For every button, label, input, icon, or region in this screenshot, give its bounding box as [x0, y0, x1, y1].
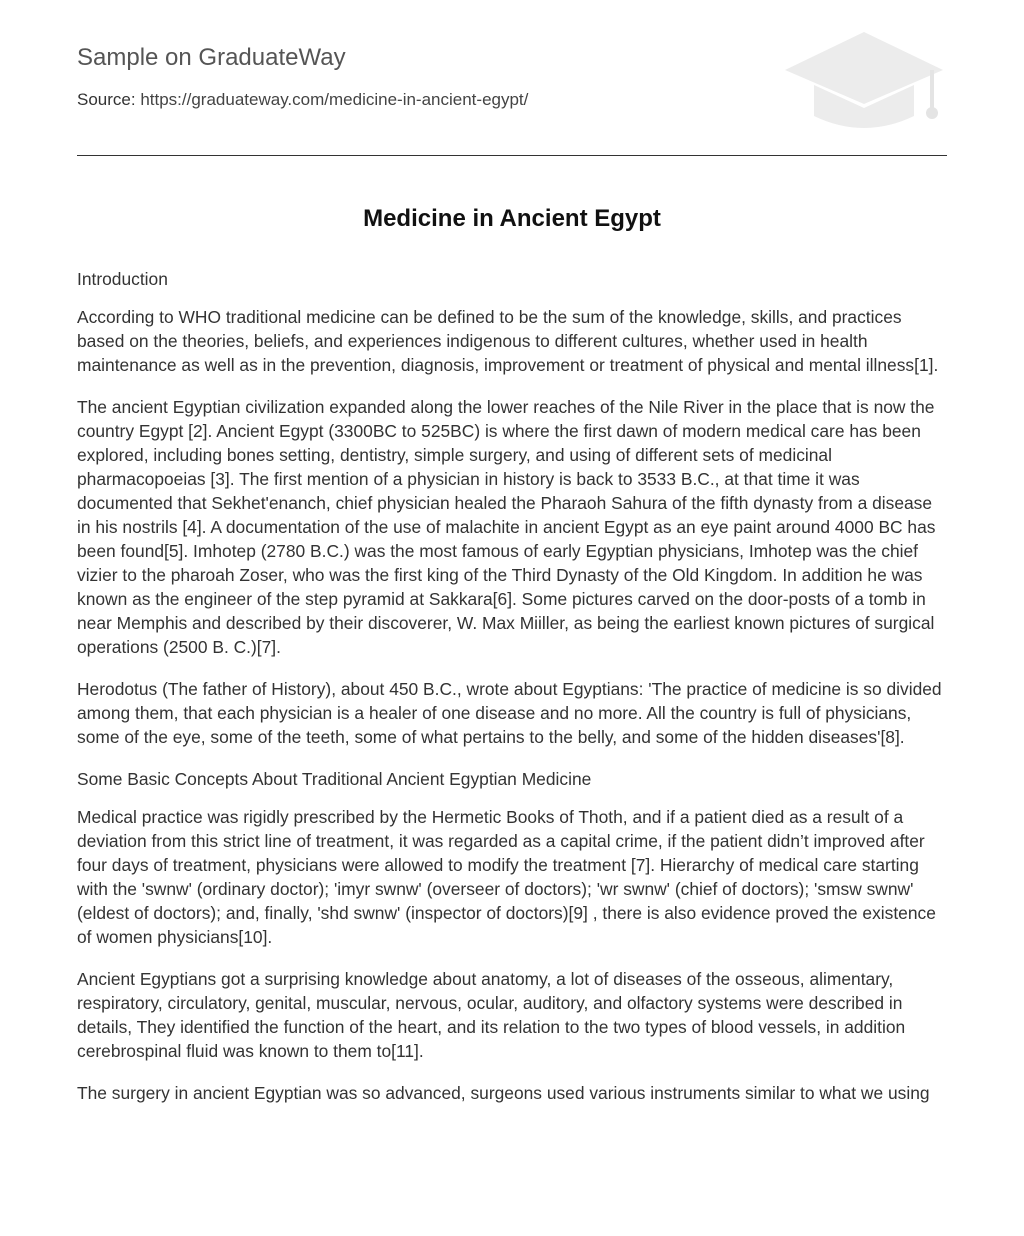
paragraph: Ancient Egyptians got a surprising knowledge about anatomy, a lot of diseases of the osseous, alimentary, respiratory, circulatory, genital, muscular, nervous, ocular, auditory, and olfactory systems were described in details, They identified the function of the heart, and its relation to the two types of blood vessels, in addition cerebrospinal fluid was known to them to[11].	[77, 969, 906, 1061]
paragraph: The ancient Egyptian civilization expanded along the lower reaches of the Nile River in the place that is now the country Egypt [2]. Ancient Egypt (3300BC to 525BC) is where the first dawn of modern medical care has been explored, including bones setting, dentistry, simple surgery, and using of different sets of medicinal pharmacopoeias [3]. The first mention of a physician in history is back to 3533 B.C., at that time it was documented that Sekhet'enanch, chief physician healed the Pharaoh Sahura of the fifth dynasty from a disease in his nostrils [4]. A documentation of the use of malachite in ancient Egypt as an eye paint around 4000 BC has been found[5]. Imhotep (2780 B.C.) was the most famous of early Egyptian physicians, Imhotep was the chief vizier to the pharoah Zoser, who was the first king of the Third Dynasty of the Old Kingdom. In addition he was known as the engineer of the step pyramid at Sakkara[6]. Some pictures carved on the door-posts of a tomb in near Memphis and described by their discoverer, W. Max Miiller, as being the earliest known pictures of surgical operations (2500 B. C.)[7].	[77, 397, 936, 657]
page-title: Medicine in Ancient Egypt	[363, 205, 661, 232]
section-heading-introduction: Introduction	[77, 269, 168, 289]
section-heading-basic-concepts: Some Basic Concepts About Traditional Ancient Egyptian Medicine	[77, 769, 592, 789]
source-link[interactable]: https://graduateway.com/medicine-in-ancient-egypt/	[140, 90, 529, 109]
paragraph: The surgery in ancient Egyptian was so advanced, surgeons used various instruments similar to what we using	[77, 1083, 930, 1103]
source-line	[77, 90, 528, 110]
header-divider	[77, 155, 947, 156]
paragraph: Herodotus (The father of History), about 450 B.C., wrote about Egyptians: 'The practice of medicine is so divided among them, that each physician is a healer of one disease and no more. All the country is full of physicians, some of the eye, some of the teeth, some of what pertains to the belly, and some of the hidden diseases'[8].	[77, 679, 942, 747]
graduation-cap-icon	[781, 30, 947, 134]
page-header	[77, 0, 947, 156]
article-body	[77, 267, 945, 1123]
site-title: Sample on GraduateWay	[77, 44, 346, 71]
source-label: Source:	[77, 90, 136, 109]
paragraph: Medical practice was rigidly prescribed by the Hermetic Books of Thoth, and if a patient died as a result of a deviation from this strict line of treatment, it was regarded as a capital crime, if the patient didn’t improved after four days of treatment, physicians were allowed to modify the treatment [7]. Hierarchy of medical care starting with the 'swnw' (ordinary doctor); 'imyr swnw' (overseer of doctors); 'wr swnw' (chief of doctors); 'smsw swnw' (eldest of doctors); and, finally, 'shd swnw' (inspector of doctors)[9] , there is also evidence proved the existence of women physicians[10].	[77, 807, 936, 947]
paragraph: According to WHO traditional medicine can be defined to be the sum of the knowledge, skills, and practices based on the theories, beliefs, and experiences indigenous to different cultures, whether used in health maintenance as well as in the prevention, diagnosis, improvement or treatment of physical and mental illness[1].	[77, 307, 939, 375]
